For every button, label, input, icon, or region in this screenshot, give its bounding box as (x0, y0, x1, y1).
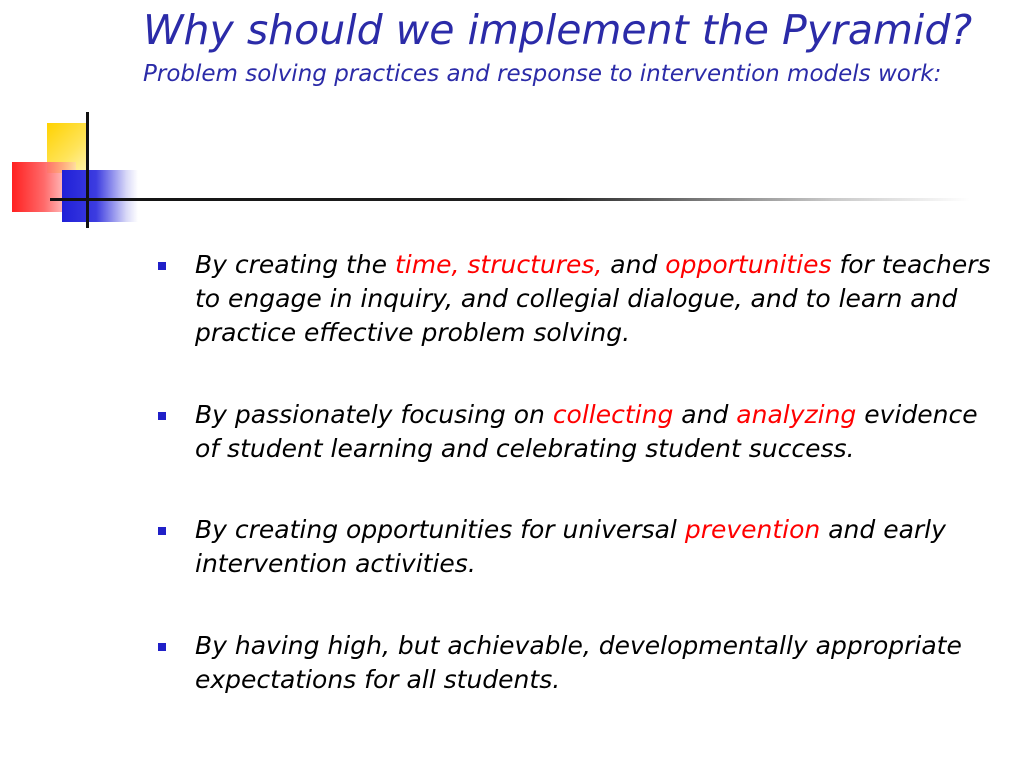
slide-title: Why should we implement the Pyramid? (143, 6, 973, 54)
slide-subtitle: Problem solving practices and response to intervention models work: (143, 61, 942, 87)
bullet-item (155, 398, 995, 466)
text-segment: for teachers to engage in inquiry, and collegial dialogue, and to learn and practice effective problem solving. (195, 250, 991, 347)
bullet-text (195, 631, 962, 694)
bullet-square-icon (158, 262, 166, 270)
bullet-item (155, 629, 995, 697)
text-segment: By creating opportunities for universal (195, 515, 685, 544)
highlighted-text-segment: time, structures, (395, 250, 603, 279)
highlighted-text-segment: analyzing (736, 400, 857, 429)
text-segment: and (602, 250, 666, 279)
bullet-text (195, 515, 946, 578)
highlighted-text-segment: opportunities (665, 250, 832, 279)
bullet-text (195, 250, 991, 347)
vertical-line (86, 112, 89, 228)
text-segment: By passionately focusing on (195, 400, 553, 429)
bullet-item (155, 513, 995, 581)
bullet-square-icon (158, 643, 166, 651)
bullet-square-icon (158, 412, 166, 420)
highlighted-text-segment: prevention (684, 515, 821, 544)
bullet-item (155, 248, 995, 350)
text-segment: evidence of student learning and celebrating student success. (195, 400, 978, 463)
highlighted-text-segment: collecting (552, 400, 674, 429)
blue-square (62, 170, 138, 222)
bullet-list (155, 248, 995, 697)
text-segment: By creating the (195, 250, 395, 279)
text-segment: By having high, but achievable, developmentally appropriate expectations for all students. (195, 631, 962, 694)
title-divider-line (50, 198, 970, 201)
text-segment: and early intervention activities. (195, 515, 946, 578)
text-segment: and (673, 400, 737, 429)
bullet-square-icon (158, 527, 166, 535)
decorative-squares-graphic (0, 0, 150, 240)
bullet-text (195, 400, 978, 463)
